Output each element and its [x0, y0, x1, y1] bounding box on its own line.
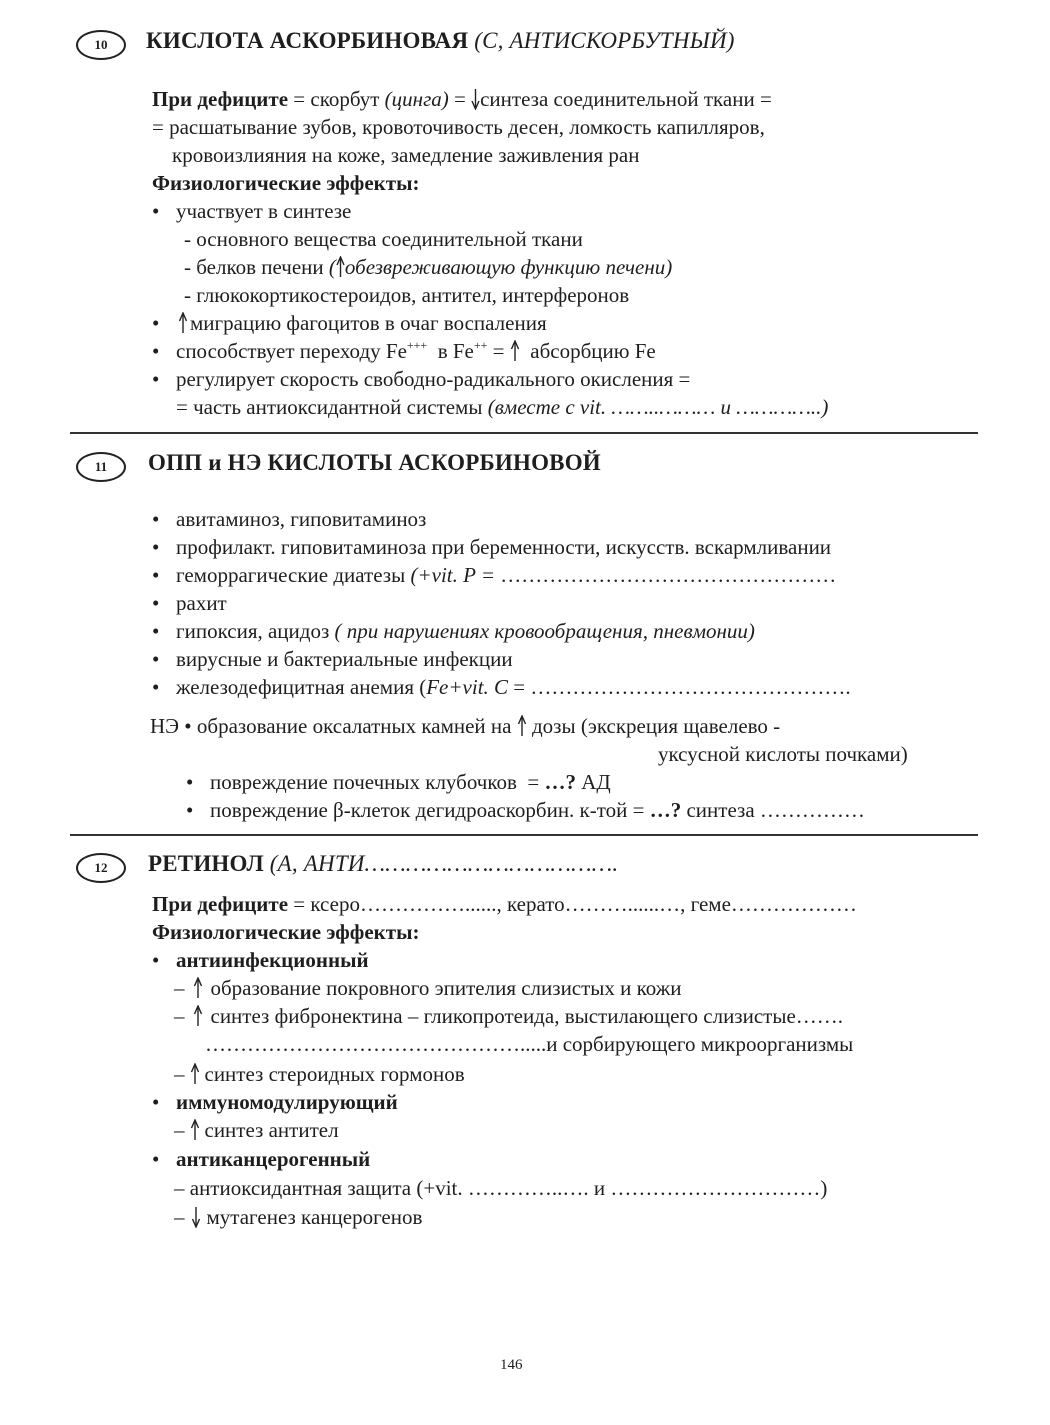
text: авитаминоз, гиповитаминоз: [176, 507, 427, 531]
text: способствует переходу Fe: [176, 339, 407, 363]
list-item: [152, 563, 836, 588]
list-item: [152, 591, 227, 616]
bullet-icon: •: [152, 535, 160, 559]
text: синтеза ……………: [681, 798, 865, 822]
section-number-badge: 11: [76, 452, 126, 482]
dash: –: [174, 976, 185, 1000]
arrow-up-icon: [185, 1005, 211, 1027]
sub-item: [174, 976, 682, 1001]
section-divider: [70, 834, 978, 836]
bullet-icon: •: [152, 311, 160, 335]
deficit-line-2: = расшатывание зубов, кровоточивость десен, ломкость капилляров,: [152, 115, 765, 139]
sub-item: - основного вещества соединительной ткани: [184, 227, 583, 251]
deficit-label: При дефиците: [152, 87, 289, 111]
list-item: [152, 199, 351, 224]
arrow-down-icon: [471, 88, 480, 110]
deficit-line-3: кровоизлияния на коже, замедление заживления ран: [172, 143, 640, 167]
text: образование оксалатных камней на: [196, 714, 517, 738]
text: = ксеро……………......, керато………......…, геме………………: [288, 892, 857, 916]
effects-label: Физиологические эффекты:: [152, 171, 420, 195]
text: иммуномодулирующий: [176, 1090, 398, 1114]
text: (цинга): [384, 87, 449, 111]
bullet-icon: •: [152, 339, 160, 363]
text: рахит: [176, 591, 227, 615]
text: вирусные и бактериальные инфекции: [176, 647, 513, 671]
text: …………………………………………: [500, 563, 837, 587]
deficit-line-1: [152, 87, 772, 112]
list-item-continuation: [176, 395, 828, 420]
page-number: 146: [500, 1357, 523, 1373]
section-title: ОПП и НЭ КИСЛОТЫ АСКОРБИНОВОЙ: [148, 450, 601, 475]
dash: –: [174, 1118, 185, 1142]
bullet-icon: •: [152, 563, 160, 587]
text: в Fe: [427, 339, 474, 363]
sub-item: [184, 255, 672, 280]
text: образование покровного эпителия слизистых и кожи: [210, 976, 682, 1000]
text: = скорбут: [288, 87, 385, 111]
title-text: КИСЛОТА АСКОРБИНОВАЯ: [146, 28, 469, 53]
sub-item: – антиоксидантная защита (+vit. …………..…. и …………………………): [174, 1176, 828, 1200]
text: синтез стероидных гормонов: [204, 1062, 465, 1086]
text: =: [487, 339, 510, 363]
bullet-icon: •: [152, 367, 160, 391]
title-paren: (А, АНТИ……………………………….: [269, 851, 619, 876]
bullet-icon: •: [152, 199, 160, 223]
sub-item: [174, 1062, 465, 1087]
arrow-up-icon: [185, 1119, 205, 1141]
text: синтеза соединительной ткани =: [480, 87, 772, 111]
text: миграцию фагоцитов в очаг воспаления: [190, 311, 547, 335]
text: синтез фибронектина – гликопротеида, выстилающего слизистые…….: [210, 1004, 844, 1028]
group-heading: [152, 1090, 398, 1115]
list-item: [152, 339, 656, 364]
list-item: [152, 311, 547, 336]
text: ( при нарушениях кровообращения, пневмонии): [334, 619, 755, 643]
arrow-up-icon: [336, 256, 345, 278]
title-text: РЕТИНОЛ: [148, 851, 264, 876]
arrow-down-icon: [185, 1206, 207, 1228]
sub-item: [174, 1118, 339, 1143]
ne-item-continuation: уксусной кислоты почками): [658, 742, 908, 766]
text: геморрагические диатезы: [176, 563, 411, 587]
bullet-icon: •: [186, 798, 194, 822]
ne-item: [150, 714, 780, 739]
ne-label: НЭ •: [150, 714, 197, 738]
list-item: [152, 535, 831, 560]
text: (+vit. P =: [410, 563, 501, 587]
dash: –: [174, 1004, 185, 1028]
text: повреждение β-клеток дегидроаскорбин. к-той =: [210, 798, 650, 822]
text: антиканцерогенный: [176, 1147, 371, 1171]
text: антиинфекционный: [176, 948, 369, 972]
group-heading: [152, 1147, 370, 1172]
text: (: [328, 255, 336, 279]
group-heading: [152, 948, 369, 973]
arrow-up-icon: [517, 715, 527, 737]
text: (вместе с vit. ……..……… и …………..): [487, 395, 829, 419]
bullet-icon: •: [152, 948, 160, 972]
ne-item: [186, 798, 865, 823]
sub-item: [174, 1205, 422, 1230]
bullet-icon: •: [186, 770, 194, 794]
text: гипоксия, ацидоз: [176, 619, 335, 643]
text: абсорбцию Fe: [519, 339, 656, 363]
text: …?: [649, 798, 682, 822]
text: мутагенез канцерогенов: [206, 1205, 423, 1229]
text: = часть антиоксидантной системы: [176, 395, 488, 419]
list-item: [152, 507, 426, 532]
bullet-icon: •: [152, 647, 160, 671]
section-number-badge: 10: [76, 30, 126, 60]
section-title: [148, 851, 618, 877]
text: - белков печени: [184, 255, 329, 279]
dash: –: [174, 1205, 185, 1229]
sub-item: [174, 1004, 843, 1029]
section-divider: [70, 432, 978, 434]
bullet-icon: •: [152, 1090, 160, 1114]
superscript: +++: [406, 338, 428, 352]
sub-item-continuation: ……………………………………….....и сорбирующего микроорганизмы: [205, 1032, 854, 1056]
list-item: [152, 367, 690, 392]
superscript: ++: [473, 338, 488, 352]
text: дозы (экскреция щавелево -: [526, 714, 781, 738]
list-item: [152, 647, 513, 672]
dash: –: [174, 1062, 185, 1086]
arrow-up-icon: [185, 1063, 205, 1085]
deficit-line: [152, 892, 857, 917]
text: участвует в синтезе: [176, 199, 352, 223]
arrow-up-icon: [185, 977, 211, 999]
text: = ……………………………………….: [508, 675, 851, 699]
text: обезвреживающую функцию печени): [344, 255, 673, 279]
text: регулирует скорость свободно-радикального окисления =: [176, 367, 691, 391]
section-number-badge: 12: [76, 853, 126, 883]
text: синтез антител: [204, 1118, 339, 1142]
text: Fe+vit. C: [426, 675, 509, 699]
text: АД: [576, 770, 611, 794]
sub-item: - глюкокортикостероидов, антител, интерферонов: [184, 283, 630, 307]
bullet-icon: •: [152, 675, 160, 699]
text: железодефицитная анемия (: [176, 675, 427, 699]
bullet-icon: •: [152, 507, 160, 531]
text: …?: [544, 770, 577, 794]
title-paren: (С, АНТИСКОРБУТНЫЙ): [474, 28, 735, 53]
list-item: [152, 619, 755, 644]
deficit-label: При дефиците: [152, 892, 289, 916]
text: профилакт. гиповитаминоза при беременности, искусств. вскармливании: [176, 535, 832, 559]
arrow-up-icon: [176, 312, 190, 334]
text: повреждение почечных клубочков =: [210, 770, 545, 794]
bullet-icon: •: [152, 591, 160, 615]
bullet-icon: •: [152, 619, 160, 643]
effects-label: Физиологические эффекты:: [152, 920, 420, 944]
section-title: [146, 28, 735, 54]
list-item: [152, 675, 851, 700]
ne-item: [186, 770, 611, 795]
arrow-up-icon: [510, 340, 520, 362]
bullet-icon: •: [152, 1147, 160, 1171]
text: =: [448, 87, 472, 111]
